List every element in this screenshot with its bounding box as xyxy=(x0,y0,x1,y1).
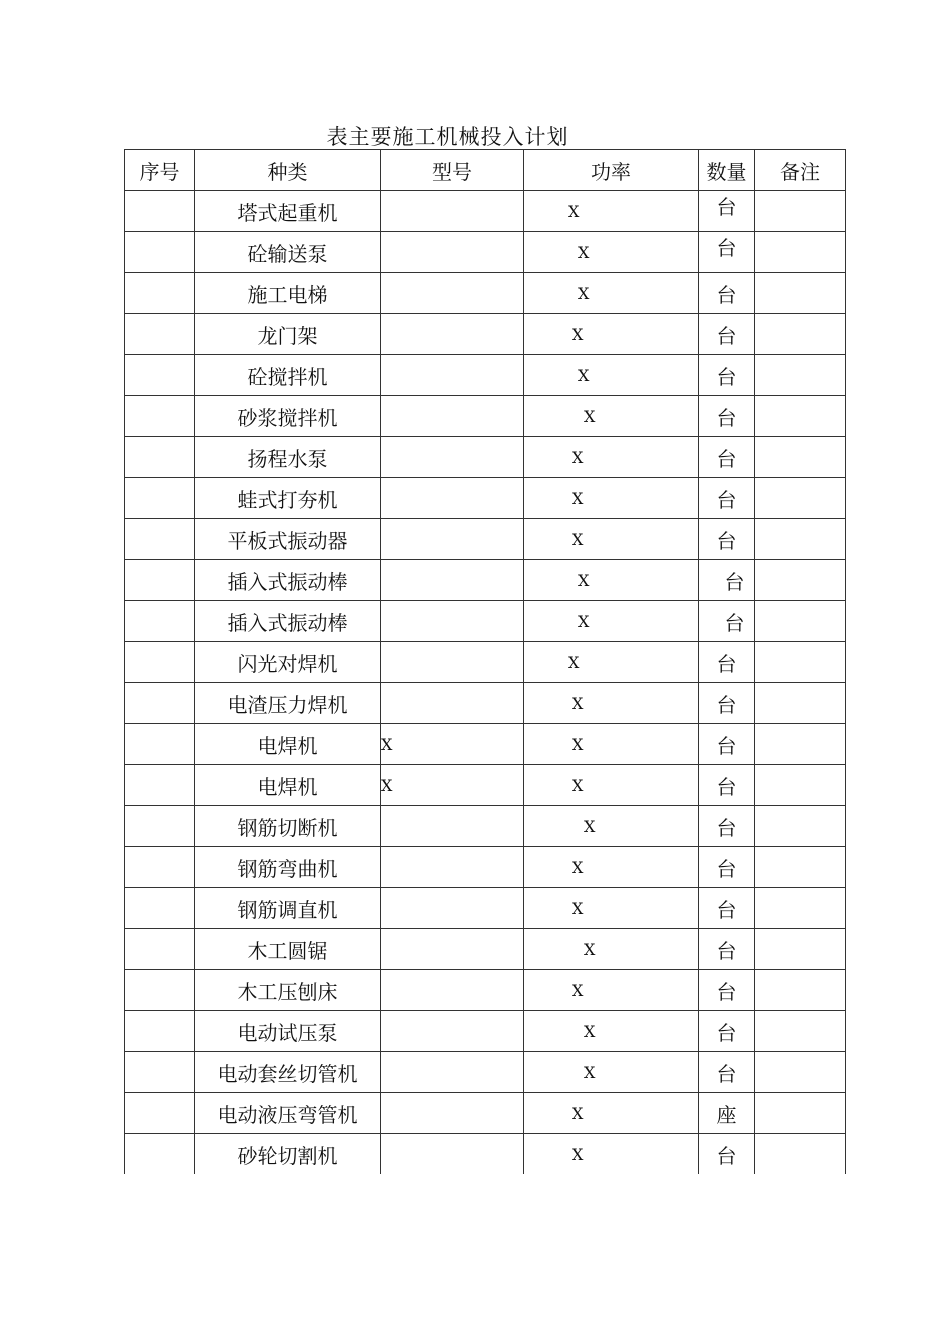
power-cell xyxy=(524,601,699,642)
power-cell xyxy=(524,1093,699,1134)
power-value: X xyxy=(572,324,584,344)
seq-cell xyxy=(125,683,195,724)
power-cell xyxy=(524,806,699,847)
quantity-cell xyxy=(699,765,755,806)
quantity-unit: 台 xyxy=(716,815,737,840)
seq-cell xyxy=(125,437,195,478)
quantity-unit: 台 xyxy=(724,610,745,635)
note-cell xyxy=(755,1093,846,1134)
table-row xyxy=(125,437,846,478)
power-value: X xyxy=(584,1062,596,1082)
quantity-cell xyxy=(699,1011,755,1052)
equipment-name-cell: 插入式振动棒 xyxy=(195,560,381,601)
model-cell xyxy=(381,929,524,970)
seq-cell xyxy=(125,765,195,806)
note-cell xyxy=(755,437,846,478)
power-cell xyxy=(524,437,699,478)
seq-cell xyxy=(125,478,195,519)
equipment-name-cell: 插入式振动棒 xyxy=(195,601,381,642)
quantity-unit: 台 xyxy=(716,979,737,1004)
table-row xyxy=(125,1011,846,1052)
model-cell xyxy=(381,1134,524,1175)
seq-cell xyxy=(125,601,195,642)
quantity-unit: 台 xyxy=(716,1020,737,1045)
equipment-name-cell: 木工压刨床 xyxy=(195,970,381,1011)
quantity-cell xyxy=(699,642,755,683)
table-row xyxy=(125,314,846,355)
power-cell xyxy=(524,396,699,437)
quantity-cell xyxy=(699,601,755,642)
model-cell: X xyxy=(381,724,524,765)
quantity-cell xyxy=(699,478,755,519)
note-cell xyxy=(755,478,846,519)
seq-cell xyxy=(125,355,195,396)
note-cell xyxy=(755,519,846,560)
table-row xyxy=(125,232,846,273)
power-cell xyxy=(524,191,699,232)
note-cell xyxy=(755,683,846,724)
quantity-cell xyxy=(699,191,755,232)
seq-cell xyxy=(125,929,195,970)
model-cell xyxy=(381,806,524,847)
quantity-cell xyxy=(699,314,755,355)
quantity-unit: 台 xyxy=(716,282,737,307)
seq-cell xyxy=(125,314,195,355)
equipment-name-cell: 电动液压弯管机 xyxy=(195,1093,381,1134)
seq-cell xyxy=(125,1134,195,1175)
note-cell xyxy=(755,1134,846,1175)
quantity-unit: 台 xyxy=(716,774,737,799)
equipment-name-cell: 砼搅拌机 xyxy=(195,355,381,396)
quantity-cell xyxy=(699,355,755,396)
quantity-unit: 台 xyxy=(716,733,737,758)
note-cell xyxy=(755,724,846,765)
power-value: X xyxy=(578,611,590,631)
quantity-cell xyxy=(699,1052,755,1093)
table-row xyxy=(125,560,846,601)
header-power: 功率 xyxy=(524,150,699,191)
model-cell xyxy=(381,683,524,724)
quantity-unit: 台 xyxy=(716,194,737,219)
seq-cell xyxy=(125,1052,195,1093)
seq-cell xyxy=(125,560,195,601)
note-cell xyxy=(755,396,846,437)
model-cell xyxy=(381,396,524,437)
equipment-name-cell: 电焊机 xyxy=(195,724,381,765)
model-cell xyxy=(381,560,524,601)
power-cell xyxy=(524,683,699,724)
model-cell xyxy=(381,601,524,642)
note-cell xyxy=(755,191,846,232)
table-row xyxy=(125,642,846,683)
header-note: 备注 xyxy=(755,150,846,191)
model-cell xyxy=(381,314,524,355)
quantity-cell xyxy=(699,847,755,888)
power-value: X xyxy=(572,980,584,1000)
note-cell xyxy=(755,888,846,929)
model-cell xyxy=(381,519,524,560)
quantity-unit: 台 xyxy=(716,405,737,430)
header-model: 型号 xyxy=(381,150,524,191)
table-row xyxy=(125,1134,846,1175)
seq-cell xyxy=(125,847,195,888)
power-value: X xyxy=(584,939,596,959)
model-cell xyxy=(381,642,524,683)
quantity-unit: 台 xyxy=(716,1143,737,1168)
table-row xyxy=(125,1052,846,1093)
equipment-name-cell: 闪光对焊机 xyxy=(195,642,381,683)
quantity-unit: 台 xyxy=(716,446,737,471)
model-cell xyxy=(381,232,524,273)
seq-cell xyxy=(125,806,195,847)
quantity-cell xyxy=(699,970,755,1011)
note-cell xyxy=(755,314,846,355)
model-cell xyxy=(381,355,524,396)
model-cell xyxy=(381,888,524,929)
power-value: X xyxy=(572,1103,584,1123)
seq-cell xyxy=(125,724,195,765)
power-cell xyxy=(524,724,699,765)
table-row xyxy=(125,724,846,765)
table-row xyxy=(125,847,846,888)
page-title: 表主要施工机械投入计划 xyxy=(326,125,569,149)
equipment-name-cell: 木工圆锯 xyxy=(195,929,381,970)
seq-cell xyxy=(125,519,195,560)
note-cell xyxy=(755,929,846,970)
power-value: X xyxy=(572,529,584,549)
quantity-cell xyxy=(699,437,755,478)
equipment-name-cell: 扬程水泵 xyxy=(195,437,381,478)
quantity-cell xyxy=(699,232,755,273)
quantity-cell xyxy=(699,396,755,437)
table-body xyxy=(125,191,846,1175)
note-cell xyxy=(755,970,846,1011)
power-cell xyxy=(524,765,699,806)
header-seq: 序号 xyxy=(125,150,195,191)
table-row xyxy=(125,1093,846,1134)
power-value: X xyxy=(584,1021,596,1041)
power-value: X xyxy=(572,898,584,918)
header-name: 种类 xyxy=(195,150,381,191)
note-cell xyxy=(755,232,846,273)
quantity-cell xyxy=(699,724,755,765)
note-cell xyxy=(755,765,846,806)
seq-cell xyxy=(125,888,195,929)
quantity-unit: 台 xyxy=(716,938,737,963)
model-cell xyxy=(381,437,524,478)
power-value: X xyxy=(568,652,580,672)
quantity-unit: 台 xyxy=(716,651,737,676)
model-cell xyxy=(381,1011,524,1052)
power-cell xyxy=(524,1134,699,1175)
note-cell xyxy=(755,806,846,847)
table-row xyxy=(125,519,846,560)
table-row xyxy=(125,273,846,314)
table-row xyxy=(125,396,846,437)
power-value: X xyxy=(578,283,590,303)
power-value: X xyxy=(572,857,584,877)
quantity-cell xyxy=(699,519,755,560)
quantity-unit: 台 xyxy=(716,856,737,881)
table-header-row xyxy=(125,150,846,191)
seq-cell xyxy=(125,642,195,683)
table-row xyxy=(125,191,846,232)
power-value: X xyxy=(572,488,584,508)
equipment-name-cell: 电焊机 xyxy=(195,765,381,806)
power-value: X xyxy=(572,447,584,467)
power-cell xyxy=(524,519,699,560)
quantity-unit: 台 xyxy=(716,692,737,717)
power-value: X xyxy=(584,406,596,426)
note-cell xyxy=(755,273,846,314)
power-cell xyxy=(524,273,699,314)
model-cell xyxy=(381,191,524,232)
equipment-name-cell: 砂浆搅拌机 xyxy=(195,396,381,437)
power-cell xyxy=(524,642,699,683)
table-row xyxy=(125,888,846,929)
note-cell xyxy=(755,642,846,683)
table-row xyxy=(125,765,846,806)
power-value: X xyxy=(572,1144,584,1164)
power-cell xyxy=(524,847,699,888)
table-row xyxy=(125,478,846,519)
equipment-name-cell: 钢筋切断机 xyxy=(195,806,381,847)
note-cell xyxy=(755,1011,846,1052)
note-cell xyxy=(755,355,846,396)
equipment-name-cell: 电渣压力焊机 xyxy=(195,683,381,724)
table-row xyxy=(125,929,846,970)
power-value: X xyxy=(572,775,584,795)
power-cell xyxy=(524,314,699,355)
power-cell xyxy=(524,1052,699,1093)
quantity-unit: 台 xyxy=(716,528,737,553)
power-value: X xyxy=(584,816,596,836)
model-cell xyxy=(381,1052,524,1093)
quantity-cell xyxy=(699,273,755,314)
equipment-name-cell: 电动试压泵 xyxy=(195,1011,381,1052)
seq-cell xyxy=(125,1093,195,1134)
header-qty: 数量 xyxy=(699,150,755,191)
quantity-unit: 台 xyxy=(716,323,737,348)
power-value: X xyxy=(578,365,590,385)
model-cell xyxy=(381,478,524,519)
equipment-name-cell: 蛙式打夯机 xyxy=(195,478,381,519)
quantity-unit: 台 xyxy=(716,897,737,922)
power-cell xyxy=(524,1011,699,1052)
seq-cell xyxy=(125,232,195,273)
power-value: X xyxy=(572,734,584,754)
quantity-cell xyxy=(699,560,755,601)
quantity-unit: 台 xyxy=(716,235,737,260)
seq-cell xyxy=(125,191,195,232)
model-cell xyxy=(381,273,524,314)
equipment-name-cell: 钢筋调直机 xyxy=(195,888,381,929)
power-cell xyxy=(524,355,699,396)
power-cell xyxy=(524,970,699,1011)
model-cell xyxy=(381,970,524,1011)
seq-cell xyxy=(125,273,195,314)
equipment-name-cell: 平板式振动器 xyxy=(195,519,381,560)
power-value: X xyxy=(572,693,584,713)
power-cell xyxy=(524,232,699,273)
seq-cell xyxy=(125,396,195,437)
equipment-name-cell: 塔式起重机 xyxy=(195,191,381,232)
table-row xyxy=(125,683,846,724)
equipment-name-cell: 龙门架 xyxy=(195,314,381,355)
quantity-unit: 座 xyxy=(716,1102,737,1127)
table-row xyxy=(125,970,846,1011)
note-cell xyxy=(755,1052,846,1093)
table-row xyxy=(125,601,846,642)
power-cell xyxy=(524,929,699,970)
quantity-unit: 台 xyxy=(716,364,737,389)
quantity-cell xyxy=(699,806,755,847)
note-cell xyxy=(755,601,846,642)
seq-cell xyxy=(125,970,195,1011)
model-cell: X xyxy=(381,765,524,806)
model-cell xyxy=(381,847,524,888)
note-cell xyxy=(755,847,846,888)
note-cell xyxy=(755,560,846,601)
quantity-cell xyxy=(699,929,755,970)
power-value: X xyxy=(578,242,590,262)
quantity-unit: 台 xyxy=(716,487,737,512)
equipment-name-cell: 钢筋弯曲机 xyxy=(195,847,381,888)
quantity-unit: 台 xyxy=(724,569,745,594)
equipment-name-cell: 砂轮切割机 xyxy=(195,1134,381,1175)
model-cell xyxy=(381,1093,524,1134)
equipment-name-cell: 电动套丝切管机 xyxy=(195,1052,381,1093)
quantity-cell xyxy=(699,888,755,929)
quantity-unit: 台 xyxy=(716,1061,737,1086)
power-cell xyxy=(524,560,699,601)
equipment-name-cell: 砼输送泵 xyxy=(195,232,381,273)
equipment-name-cell: 施工电梯 xyxy=(195,273,381,314)
power-value: X xyxy=(568,201,580,221)
power-cell xyxy=(524,478,699,519)
quantity-cell xyxy=(699,1093,755,1134)
power-cell xyxy=(524,888,699,929)
power-value: X xyxy=(578,570,590,590)
quantity-cell xyxy=(699,1134,755,1175)
quantity-cell xyxy=(699,683,755,724)
table-row xyxy=(125,806,846,847)
equipment-plan-table xyxy=(124,149,846,1174)
seq-cell xyxy=(125,1011,195,1052)
table-row xyxy=(125,355,846,396)
